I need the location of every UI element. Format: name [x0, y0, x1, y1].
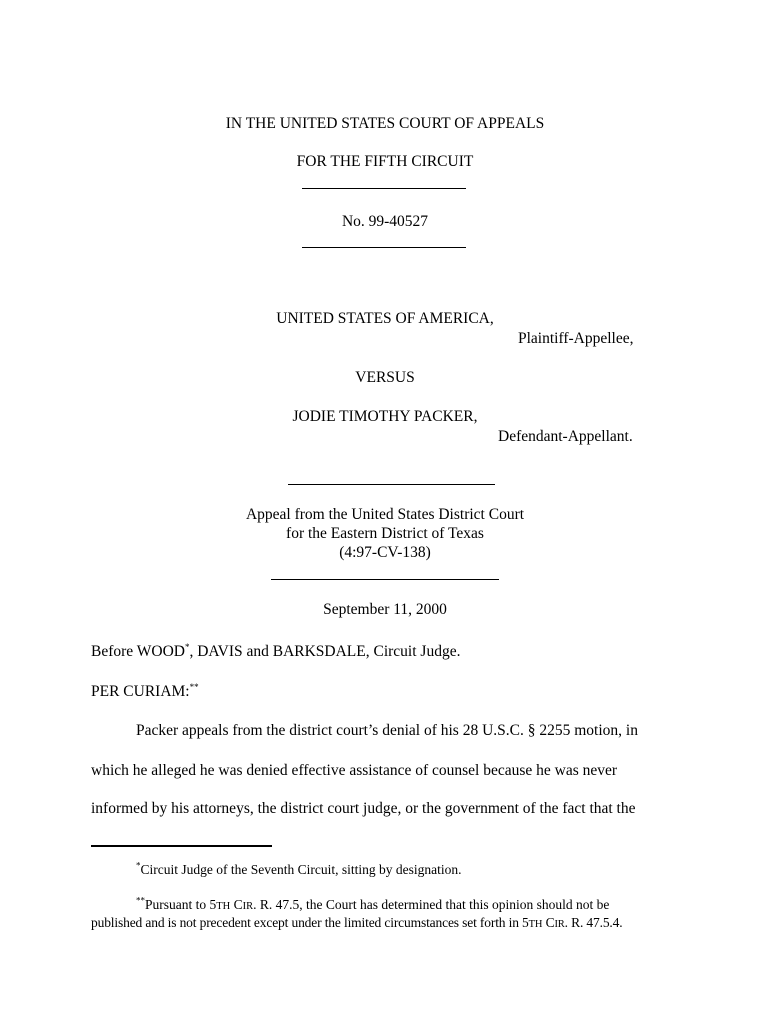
panel-line — [91, 643, 460, 661]
footnote-2-line2 — [91, 914, 681, 934]
per-curiam-label: PER CURIAM: — [91, 683, 190, 700]
opinion-line-1: Packer appeals from the district court’s denial of his 28 U.S.C. § 2255 motion, in — [136, 722, 638, 739]
opinion-line-3: informed by his attorneys, the district court judge, or the government of the fact that the — [91, 800, 636, 817]
plaintiff-role: Plaintiff-Appellee, — [518, 330, 634, 347]
footnote-2-line2-ordinal: TH — [528, 919, 543, 930]
footnote-1-mark: * — [136, 860, 141, 871]
footnote-2-line2-text-e: . R. 47.5.4. — [564, 915, 623, 930]
panel-judges: , DAVIS and BARKSDALE, Circuit Judge. — [189, 643, 461, 660]
footnote-2-line2-text-a: published and is not precedent except under the limited circumstances set forth in 5 — [91, 915, 529, 930]
footnote-2-cir-initial: C — [230, 897, 243, 912]
appeal-divider-bottom — [271, 579, 499, 580]
caption-divider-1 — [302, 188, 466, 189]
decision-date: September 11, 2000 — [323, 601, 447, 618]
footnote-2-mark: ** — [136, 895, 145, 906]
footnote-2-ordinal: TH — [216, 901, 231, 912]
court-name-line1: IN THE UNITED STATES COURT OF APPEALS — [225, 115, 545, 132]
footnote-1-text: Circuit Judge of the Seventh Circuit, sitting by designation. — [140, 862, 462, 877]
footnote-separator — [91, 845, 272, 847]
appeal-case-number: (4:97-CV-138) — [339, 544, 431, 561]
per-curiam-footnote-mark: ** — [189, 681, 199, 692]
per-curiam-heading — [91, 683, 199, 701]
versus-label: VERSUS — [355, 369, 415, 386]
appeal-line2: for the Eastern District of Texas — [286, 525, 484, 542]
defendant-role: Defendant-Appellant. — [498, 428, 633, 445]
opinion-line-2: which he alleged he was denied effective assistance of counsel because he was never — [91, 762, 618, 779]
panel-before: Before WOOD — [91, 643, 185, 660]
caption-divider-2 — [302, 247, 466, 248]
plaintiff-name: UNITED STATES OF AMERICA, — [276, 310, 494, 327]
docket-number: No. 99-40527 — [341, 213, 429, 230]
footnote-2-line2-cir-rest: IR — [554, 919, 565, 930]
defendant-name: JODIE TIMOTHY PACKER, — [292, 408, 478, 425]
court-name-line2: FOR THE FIFTH CIRCUIT — [296, 153, 474, 170]
footnote-2-text-e: . R. 47.5, the Court has determined that this opinion should not be — [253, 897, 610, 912]
appeal-line1: Appeal from the United States District Court — [245, 506, 525, 523]
footnote-2-line1 — [136, 896, 681, 916]
footnote-2-line2-cir-initial: C — [542, 915, 555, 930]
panel-footnote-mark: * — [184, 641, 190, 652]
footnote-2-cir-rest: IR — [242, 901, 254, 912]
footnote-1 — [136, 861, 461, 879]
appeal-divider-top — [288, 484, 495, 485]
footnote-2-text-a: Pursuant to 5 — [145, 897, 217, 912]
